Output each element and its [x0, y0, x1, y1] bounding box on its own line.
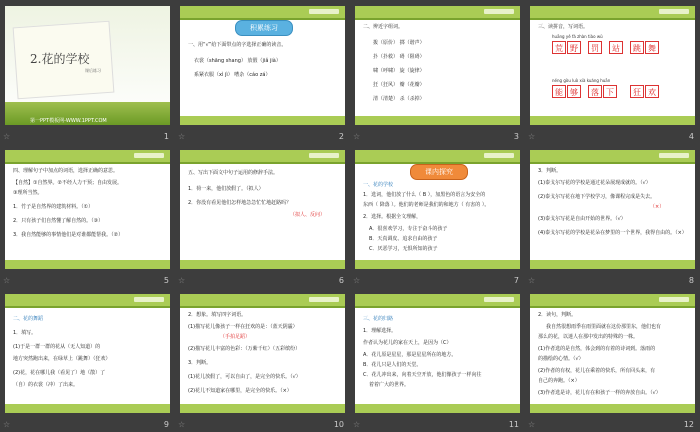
slide-text-line: 2．读句，判断。 [538, 312, 577, 318]
slide-number: 9 [163, 420, 169, 429]
char-box: 下 [603, 85, 617, 98]
section-heading: 二、花的舞蹈 [13, 316, 44, 322]
slide-header-bar [180, 150, 345, 164]
pinyin-row-2: néng gòu luò xià kuáng huān [552, 78, 611, 83]
slide-text-line: 3．判断。 [538, 168, 562, 174]
slide-text-line: (1)花儿放假了，可以自由了，是完全的快乐。（√） [188, 374, 301, 380]
char-box: 能 [552, 85, 566, 98]
slide-8-canvas [530, 150, 695, 269]
slide-thumbnail-6[interactable] [175, 144, 350, 288]
slide-text-line: (1)于是一群一群的花从（无人知道）的 [13, 344, 101, 350]
slide-star-icon: ☆ [178, 132, 186, 141]
slide-header-bar [530, 294, 695, 308]
slide-text-line: A．花儿原是星星，那是星星所在的地方。 [363, 352, 457, 358]
slide-text-line: 2．选择。根据全文理解， [363, 214, 422, 220]
slide-number: 12 [683, 420, 694, 429]
slide-text-line: 衣裳（shāng shang） 放假（jiǎ jià） [194, 58, 281, 64]
slide-text-line: 二、辨近字组词。 [363, 24, 404, 30]
slide-text-line: 作者认为花儿的家在天上，是因为（C） [363, 340, 452, 346]
char-box: 站 [609, 41, 623, 54]
slide-number: 1 [163, 132, 169, 141]
slide-header-bar [5, 150, 170, 164]
slide-footer-bar [530, 260, 695, 269]
slide-text-line: (1)描写花儿像孩子一样在狂欢的是：（蓝天阴霾） [188, 324, 298, 330]
slide-text-line: (2)花，花在哪儿我（看见了）地（散）了 [13, 370, 106, 376]
slide-star-icon: ☆ [528, 132, 536, 141]
slide-text-line: 五、写出下面文中句子运用的修辞手法。 [188, 170, 279, 176]
char-box: 舞 [645, 41, 659, 54]
slide-footer-bar [5, 404, 170, 413]
char-box: 罚 [588, 41, 602, 54]
slide-footer-bar [180, 260, 345, 269]
slide-2-canvas [180, 6, 345, 125]
slide-text-line: 1．荷一来，他们放假了。（拟人） [188, 186, 264, 192]
slide-footer-bar [180, 404, 345, 413]
slide-number: 3 [513, 132, 519, 141]
slide-text-line: 拨（原价） 掷（谐声） [373, 40, 425, 46]
slide-text-line: B．花儿只是人们的天堂。 [363, 362, 422, 368]
slide-number: 2 [338, 132, 344, 141]
slide-text-line: 着着广大的世界。 [369, 382, 410, 388]
slide-star-icon: ☆ [3, 276, 11, 285]
char-box: 狂 [630, 85, 644, 98]
slide-number: 10 [333, 420, 344, 429]
slide-number: 7 [513, 276, 519, 285]
slide-number: 4 [688, 132, 694, 141]
slide-text-line: 我自然很想雨季在雨里面就在这份那里东，他们也有 [546, 324, 662, 330]
slide-text-line: 1．填写。 [13, 330, 37, 336]
slide-1-canvas [5, 6, 170, 125]
slide-number: 6 [338, 276, 344, 285]
slide-header-bar [530, 150, 695, 164]
option-text: C．厌恶学习，无惧所知的孩子 [369, 246, 438, 252]
slide-footer-bar [530, 116, 695, 125]
char-box: 跳 [630, 41, 644, 54]
slide-header-bar [355, 294, 520, 308]
slide-star-icon: ☆ [178, 420, 186, 429]
slide-thumbnail-5[interactable] [0, 144, 175, 288]
answer-text: （拟人、反问） [290, 212, 326, 218]
slide-6-canvas [180, 150, 345, 269]
section-badge: 积累练习 [235, 20, 293, 36]
slide-text-line: 啸（呼啸） 旋（旋律） [373, 68, 425, 74]
slide-3-canvas [355, 6, 520, 125]
slide-text-line: 自己的奔跑。（×） [538, 378, 580, 384]
slide-text-line: 2．只有孩子们自然懂了解自然的。（③） [13, 218, 104, 224]
slide-text-line: 的描绘的心情。（√） [538, 356, 584, 362]
slide-4-canvas [530, 6, 695, 125]
slide-thumbnail-9[interactable] [0, 288, 175, 432]
slide-1-footer: 第一PPT模板网-WWW.1PPT.COM [30, 118, 107, 124]
slide-thumbnail-1[interactable] [0, 0, 175, 144]
slide-header-bar [180, 6, 345, 20]
slide-thumbnail-7[interactable] [350, 144, 525, 288]
slide-text-line: (2)泰戈尔写花在地下学校学习，像课程完成是失去。 [538, 194, 656, 200]
slide-number: 8 [688, 276, 694, 285]
section-heading: 三、花的归路 [363, 316, 394, 322]
slide-text-line: C．花儿冲出来，向着天空开放，他们像孩子一样向往 [363, 372, 482, 378]
slide-thumbnail-10[interactable] [175, 288, 350, 432]
slide-text-line: (1)作者选的是自然，体会到的有着的诗词到。落雨的 [538, 346, 656, 352]
slide-text-line: 扑（扑救） 碍（阻碍） [373, 54, 425, 60]
slide-footer-bar [355, 116, 520, 125]
slide-star-icon: ☆ [353, 420, 361, 429]
slide-text-line: 【自然】①自然界。②不经人力干预；自由发展。 [13, 180, 122, 186]
slide-text-line: 那么的花，以迷人在那中发出的特殊的一株。 [538, 334, 639, 340]
option-text: A．很喜欢学习，专注于奋斗的孩子 [369, 226, 448, 232]
slide-number: 11 [508, 420, 519, 429]
slide-text-line: (2)描写花儿丰富的色彩：（万紫千红）（五彩缤纷） [188, 346, 301, 352]
slide-text-line: 2．你没有看见他们怎样地急急忙忙地赶路吗？ [188, 200, 292, 206]
slide-footer-bar [530, 404, 695, 413]
slide-10-canvas [180, 294, 345, 413]
slide-7-canvas [355, 150, 520, 269]
slide-text-line: 1．理解选择。 [363, 328, 397, 334]
slide-text-line: (3)泰戈尔写花是自由开始的世界。（√） [538, 216, 626, 222]
slide-star-icon: ☆ [353, 276, 361, 285]
slide-text-line: (1)泰戈尔写花的学校是通过花朵展现成就的。（√） [538, 180, 651, 186]
slide-thumbnail-3[interactable] [350, 0, 525, 144]
slide-header-bar [355, 150, 520, 164]
slide-text-line: (4)泰戈尔写花的学校是花朵在梦里的一个世界，我得自由的。（×） [538, 230, 687, 236]
slide-12-canvas [530, 294, 695, 413]
slide-star-icon: ☆ [353, 132, 361, 141]
slide-text-line: 清（清楚） 杀（杀掉） [373, 96, 425, 102]
slide-text-line: 三、读拼音，写词语。 [538, 24, 589, 30]
slide-thumbnail-8[interactable] [525, 144, 700, 288]
slide-text-line: 东西（ 降落 ）。他们的老师是我们的和地方（ 有害的 ）。 [363, 202, 490, 208]
slide-header-bar [5, 294, 170, 308]
slide-text-line: 狂（狂风） 瓣（花瓣） [373, 82, 425, 88]
slide-text-line: (3)作者选是诗，花儿有在和孩子一样的奔放自由。（√） [538, 390, 661, 396]
slide-star-icon: ☆ [528, 276, 536, 285]
slide-1-subtitle: 课后练习 [85, 68, 101, 73]
slide-text-line: (2)作者的有权，花儿在乘着的快乐，所有回头来，有 [538, 368, 656, 374]
section-badge: 课内探究 [410, 164, 468, 180]
char-box: 欢 [645, 85, 659, 98]
char-box: 野 [567, 41, 581, 54]
section-heading: 一、花的学校 [363, 182, 394, 188]
slide-text-line: 一、用“√”给下面带点的字选择正确的读音。 [188, 42, 287, 48]
slide-5-canvas [5, 150, 170, 269]
option-text: B．天真调皮、追求自由的孩子 [369, 236, 438, 242]
slide-thumbnail-11[interactable] [350, 288, 525, 432]
slide-header-bar [180, 294, 345, 308]
slide-text-line: 地方突然跑出来，在绿草上（跳舞）（狂欢） [13, 356, 111, 362]
slide-star-icon: ☆ [528, 420, 536, 429]
slide-text-line: 1．竹子是自然界的建筑材料。（①） [13, 204, 94, 210]
slide-1-title: 2.花的学校 [30, 52, 90, 66]
pinyin-row-1: huāng yě fá zhàn tiào wǔ [552, 34, 603, 39]
slide-header-bar [530, 6, 695, 20]
slide-text-line: 3．我自然能够的事情他们是对谁都能帮我。（②） [13, 232, 124, 238]
answer-text: （手拍足蹈） [220, 334, 251, 340]
slide-thumbnail-12[interactable] [525, 288, 700, 432]
slide-star-icon: ☆ [178, 276, 186, 285]
slide-text-line: 四、理解句子中加点的词语，选择正确的意思。 [13, 168, 119, 174]
slide-text-line: （自）的衣裳（冲）了出来。 [13, 382, 79, 388]
slide-11-canvas [355, 294, 520, 413]
slide-footer-bar [5, 260, 170, 269]
slide-star-icon: ☆ [3, 420, 11, 429]
char-box: 荒 [552, 41, 566, 54]
slide-footer-bar [355, 404, 520, 413]
slide-text-line: (2)花儿不知道家在哪里，是完全的快乐。（×） [188, 388, 292, 394]
answer-text: （×） [650, 204, 665, 210]
slide-9-canvas [5, 294, 170, 413]
slide-text-line: 1．选词，他们放了什么（ B ），加黑色的语言为安全的 [363, 192, 486, 198]
slide-footer-bar [355, 260, 520, 269]
slide-footer-bar [180, 116, 345, 125]
slide-text-line: 2．想象。填写四字词语。 [188, 312, 247, 318]
slide-text-line: 系紧衣服（xì jì） 嘈杂（cáo zá） [194, 72, 271, 78]
char-box: 够 [567, 85, 581, 98]
slide-text-line: 3．判断。 [188, 360, 212, 366]
slide-number: 5 [163, 276, 169, 285]
slide-thumbnail-4[interactable] [525, 0, 700, 144]
slide-text-line: ③理所当然。 [13, 190, 43, 196]
char-box: 落 [588, 85, 602, 98]
slide-thumbnail-2[interactable] [175, 0, 350, 144]
slide-star-icon: ☆ [3, 132, 11, 141]
slide-header-bar [355, 6, 520, 20]
